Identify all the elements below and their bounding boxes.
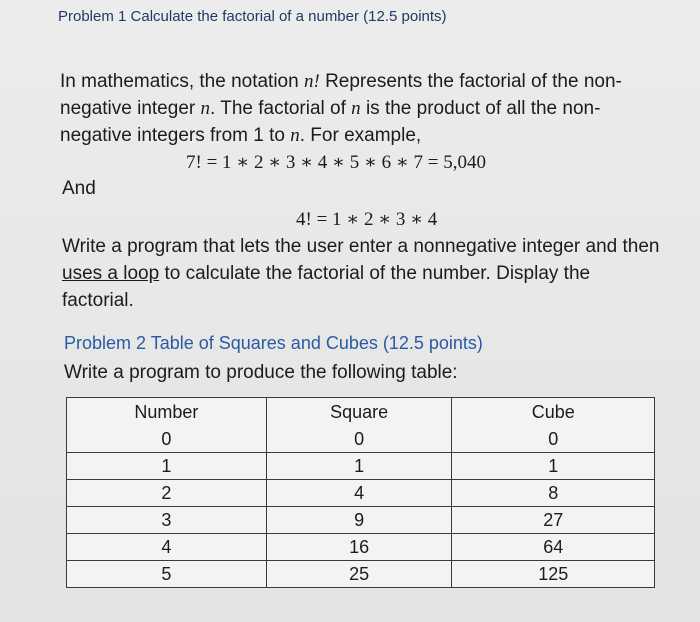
intro-text-5: . For example, [299,125,422,146]
intro-text-4: is the product of all the non-negative integers from 1 to [60,98,601,146]
math-n: n [351,98,361,119]
header-number: Number [67,398,267,427]
cell-cube: 64 [452,534,655,561]
cell-square: 0 [266,426,452,453]
table-row [67,561,655,588]
cell-number: 5 [67,561,267,588]
problem1-intro [60,68,660,149]
table-header-row [67,398,655,427]
cell-cube: 0 [452,426,655,453]
problem1-title: Problem 1 Calculate the factorial of a number (12.5 points) [58,8,447,25]
header-square: Square [266,398,452,427]
intro-text-3: . The factorial of [210,98,352,119]
table-row [67,480,655,507]
instruction-underlined: uses a loop [62,263,160,284]
intro-text-2: Represents the factorial of the non-negative integer [60,71,622,119]
cell-number: 4 [67,534,267,561]
math-n-factorial: n! [303,71,320,92]
squares-cubes-table [66,397,655,588]
cell-number: 0 [67,426,267,453]
cell-square: 1 [266,453,452,480]
intro-text-1: In mathematics, the notation [60,71,304,92]
table-row [67,534,655,561]
cell-number: 1 [67,453,267,480]
header-cube: Cube [452,398,655,427]
cell-cube: 125 [452,561,655,588]
problem2-instruction: Write a program to produce the following table: [64,362,458,383]
problem2-title: Problem 2 Table of Squares and Cubes (12.5 points) [64,333,483,353]
cell-number: 3 [67,507,267,534]
example-4-factorial: 4! = 1 ∗ 2 ∗ 3 ∗ 4 [296,209,438,230]
cell-square: 25 [266,561,452,588]
math-n: n [290,125,300,146]
cell-square: 9 [266,507,452,534]
problem1-instruction [62,233,662,314]
and-label: And [62,178,96,199]
cell-square: 4 [266,480,452,507]
table-row [67,453,655,480]
cell-cube: 1 [452,453,655,480]
cell-cube: 8 [452,480,655,507]
instruction-text-1: Write a program that lets the user enter a nonnegative integer and then [62,236,660,257]
cell-number: 2 [67,480,267,507]
table-row [67,507,655,534]
table-row [67,426,655,453]
instruction-text-2: to calculate the factorial of the number. Display the factorial. [62,263,591,311]
example-7-factorial: 7! = 1 ∗ 2 ∗ 3 ∗ 4 ∗ 5 ∗ 6 ∗ 7 = 5,040 [186,152,486,173]
cell-cube: 27 [452,507,655,534]
math-n: n [200,98,210,119]
cell-square: 16 [266,534,452,561]
